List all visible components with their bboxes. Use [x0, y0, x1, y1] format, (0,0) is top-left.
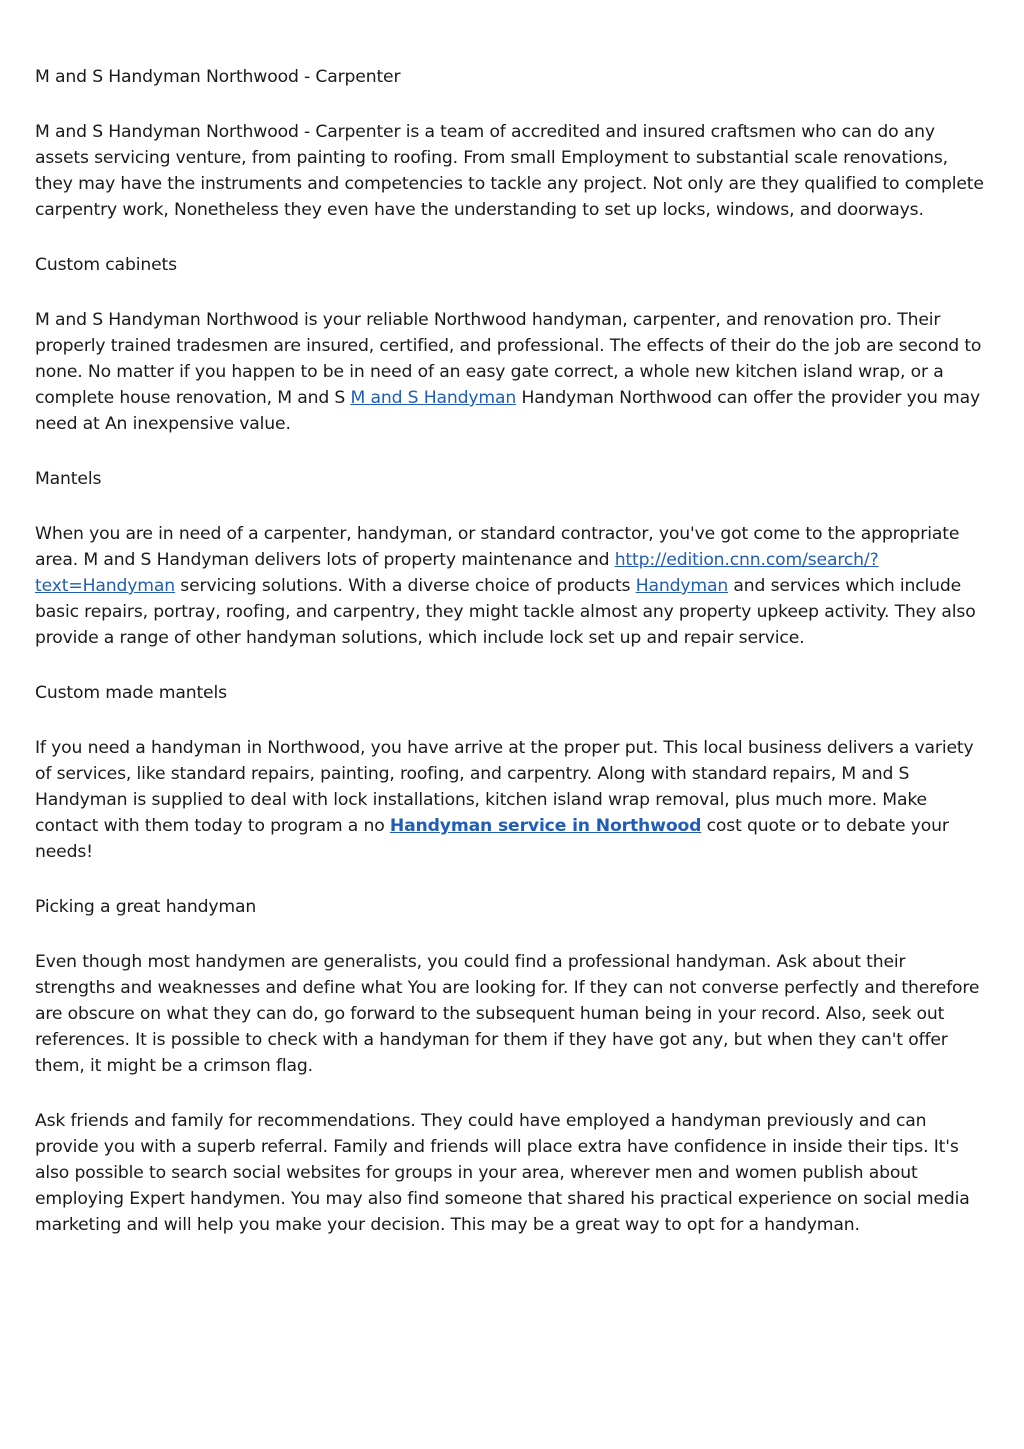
picking-handyman-paragraph-1: Even though most handymen are generalists, you could find a professional handyman. Ask about their strengths and weaknesses and define what You are looking for. If they can not converse perfectly and therefore are obscure on what they can do, go forward to the subsequent human being in your record. Also, seek out references. It is possible to check with a handyman for them if they have got any, but when they can't offer them, it might be a crimson flag. — [35, 952, 980, 1076]
paragraph-text: servicing solutions. With a diverse choice of products — [174, 576, 636, 596]
document-title: M and S Handyman Northwood - Carpenter — [35, 67, 401, 87]
cnn-search-link[interactable]: http://edition.cnn.com/search/?text=Handyman — [35, 550, 879, 596]
handyman-link[interactable]: Handyman — [635, 576, 729, 596]
intro-paragraph: M and S Handyman Northwood - Carpenter is a team of accredited and insured craftsmen who can do any assets servicing venture, from painting to roofing. From small Employment to substantial scale renovations, they may have the instruments and competencies to tackle any project. Not only are they qualified to complete carpentry work, Nonetheless they even have the understanding to set up locks, windows, and doorways. — [35, 122, 984, 220]
heading-picking-handyman: Picking a great handyman — [35, 897, 257, 917]
custom-cabinets-paragraph — [35, 307, 990, 437]
paragraph-text: and services which include basic repairs, portray, roofing, and carpentry, they might tackle almost any property upkeep activity. They also provide a range of other handyman solutions, which include lock set up and repair service. — [35, 576, 976, 648]
paragraph-text: M and S Handyman Northwood is your reliable Northwood handyman, carpenter, and renovation pro. Their properly trained tradesmen are insured, certified, and professional. The effects of their do the job are second to none. No matter if you happen to be in need of an easy gate correct, a whole new kitchen island wrap, or a complete house renovation, M and S — [35, 310, 982, 408]
paragraph-text: cost quote or to debate your needs! — [35, 816, 949, 862]
m-and-s-handyman-link[interactable]: M and S Handyman — [350, 388, 517, 408]
paragraph-text: When you are in need of a carpenter, handyman, or standard contractor, you've got come to the appropriate area. M and S Handyman delivers lots of property maintenance and — [35, 524, 960, 570]
paragraph-text: Handyman Northwood can offer the provider you may need at An inexpensive value. — [35, 388, 981, 434]
paragraph-text: If you need a handyman in Northwood, you have arrive at the proper put. This local business delivers a variety of services, like standard repairs, painting, roofing, and carpentry. Along with standard repairs, M and S Handyman is supplied to deal with lock installations, kitchen island wrap removal, plus much more. Make contact with them today to program a no — [35, 738, 974, 836]
heading-mantels: Mantels — [35, 469, 102, 489]
heading-custom-made-mantels: Custom made mantels — [35, 683, 227, 703]
handyman-service-northwood-link[interactable]: Handyman service in Northwood — [389, 816, 702, 836]
mantels-paragraph — [35, 521, 990, 651]
custom-made-mantels-paragraph — [35, 735, 990, 865]
picking-handyman-paragraph-2: Ask friends and family for recommendations. They could have employed a handyman previously and can provide you with a superb referral. Family and friends will place extra have confidence in inside their tips. It's also possible to search social websites for groups in your area, wherever men and women publish about employing Expert handymen. You may also find someone that shared his practical experience on social media marketing and will help you make your decision. This may be a great way to opt for a handyman. — [35, 1111, 970, 1235]
document-page — [35, 64, 990, 1267]
heading-custom-cabinets: Custom cabinets — [35, 255, 177, 275]
